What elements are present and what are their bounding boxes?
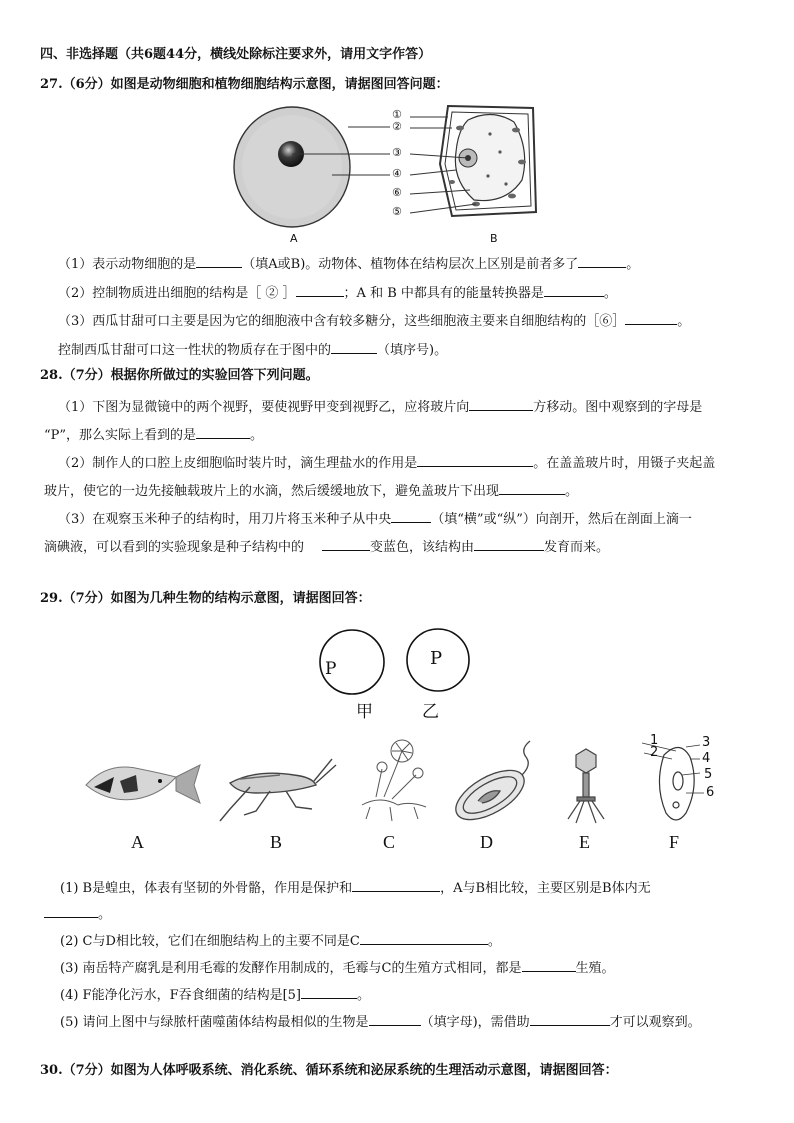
organism-a-fish: [86, 765, 200, 803]
q27-title: 27.（6分）如图是动物细胞和植物细胞结构示意图，请据图回答问题：: [40, 77, 449, 92]
q27-s3: （3）西瓜甘甜可口主要是因为它的细胞液中含有较多糖分，这些细胞液主要来自细胞结构的［⑥］ 。: [58, 311, 690, 331]
blank: [522, 958, 576, 972]
blank: [360, 931, 488, 945]
q30-title: 30.（7分）如图为人体呼吸系统、消化系统、循环系统和泌尿系统的生理活动示意图，请据图回答：: [40, 1063, 618, 1078]
caption-b: B: [490, 232, 498, 245]
organism-label-e: E: [579, 832, 590, 852]
q28-s3-cont: 滴碘液，可以看到的实验现象是种子结构中的 变蓝色，该结构由 发育而来。: [44, 537, 609, 557]
caption-a: A: [290, 232, 298, 245]
blank: [417, 453, 533, 467]
blank: [301, 985, 357, 999]
q29-s1-cont: 。: [44, 904, 111, 924]
blank: [331, 340, 377, 354]
q29-s5: (5) 请问上图中与绿脓杆菌噬菌体结构最相似的生物是 （填字母)，需借助 才可以观察到。: [60, 1012, 701, 1032]
organism-label-b: B: [270, 832, 283, 852]
organism-d-bacterium: [448, 741, 532, 830]
cell-label-4: ④: [392, 167, 402, 180]
field-yi-letter: P: [430, 648, 443, 669]
cell-label-3: ③: [392, 146, 402, 159]
q28-s1-cont: “P”，那么实际上看到的是 。: [44, 425, 263, 445]
q28-s1: （1）下图为显微镜中的两个视野，要使视野甲变到视野乙，应将玻片向 方移动。图中观察到的字母是: [58, 397, 702, 417]
blank: [625, 311, 677, 325]
blank: [391, 509, 431, 523]
q29-s1: (1) B是蝗虫，体表有坚韧的外骨骼，作用是保护和 ，A与B相比较，主要区别是B体内无: [60, 878, 651, 898]
f-label-2: 2: [650, 745, 659, 760]
blank: [474, 537, 544, 551]
q27-s1: （1）表示动物细胞的是 （填A或B)。动物体、植物体在结构层次上区别是前者多了 。: [58, 254, 639, 274]
organism-label-f: F: [669, 832, 680, 852]
cell-label-5: ⑤: [392, 205, 402, 218]
blank: [544, 283, 604, 297]
label-jia: 甲: [356, 702, 373, 722]
blank: [296, 283, 344, 297]
label-yi: 乙: [422, 702, 439, 722]
organism-label-d: D: [480, 832, 493, 852]
blank: [44, 904, 98, 918]
organism-c-mold: [362, 740, 426, 821]
cell-label-2: ②: [392, 120, 402, 133]
q28-title: 28.（7分）根据你所做过的实验回答下列问题。: [40, 368, 319, 383]
q28-s3: （3）在观察玉米种子的结构时，用刀片将玉米种子从中央 （填“横”或“纵”）向剖开，然后在剖面上滴一: [58, 509, 692, 529]
field-jia-letter: P: [325, 659, 337, 679]
blank: [196, 425, 250, 439]
blank: [196, 254, 242, 268]
section-title: 四、非选择题（共6题44分，横线处除标注要求外，请用文字作答）: [40, 47, 432, 62]
q27-cell-diagram: [230, 100, 540, 250]
blank: [369, 1012, 421, 1026]
organism-label-a: A: [131, 832, 144, 852]
organism-e-phage: [568, 749, 604, 823]
blank: [352, 878, 440, 892]
organism-label-c: C: [383, 832, 396, 852]
f-label-6: 6: [706, 785, 715, 800]
f-label-1: 1: [650, 733, 659, 748]
q29-s4: (4) F能净化污水，F吞食细菌的结构是[5] 。: [60, 985, 370, 1005]
organisms-figure: [80, 735, 720, 830]
q29-s3: (3) 南岳特产腐乳是利用毛霉的发酵作用制成的，毛霉与C的生殖方式相同，都是 生殖。: [60, 958, 615, 978]
blank: [530, 1012, 610, 1026]
cell-label-1: ①: [392, 108, 402, 121]
f-label-4: 4: [702, 751, 711, 766]
q27-s2: （2）控制物质进出细胞的结构是［ ② ］ ；A 和 B 中都具有的能量转换器是 。: [58, 283, 617, 303]
blank: [322, 537, 370, 551]
q29-s2: (2) C与D相比较，它们在细胞结构上的主要不同是C 。: [60, 931, 501, 951]
q27-s4: 控制西瓜甘甜可口这一性状的物质存在于图中的 （填序号)。: [58, 340, 447, 360]
blank: [469, 397, 533, 411]
blank: [578, 254, 626, 268]
microscope-fields: [316, 626, 476, 706]
f-label-5: 5: [704, 767, 713, 782]
f-label-3: 3: [702, 735, 711, 750]
q28-s2: （2）制作人的口腔上皮细胞临时装片时，滴生理盐水的作用是 。在盖盖玻片时，用镊子夹起盖: [58, 453, 715, 473]
organism-b-grasshopper: [220, 759, 336, 821]
q28-s2-cont: 玻片，使它的一边先接触载玻片上的水滴，然后缓缓地放下，避免盖玻片下出现 。: [44, 481, 578, 501]
blank: [499, 481, 565, 495]
q29-title: 29.（7分）如图为几种生物的结构示意图，请据图回答：: [40, 591, 371, 606]
cell-label-6: ⑥: [392, 186, 402, 199]
plant-cell: [440, 106, 536, 216]
